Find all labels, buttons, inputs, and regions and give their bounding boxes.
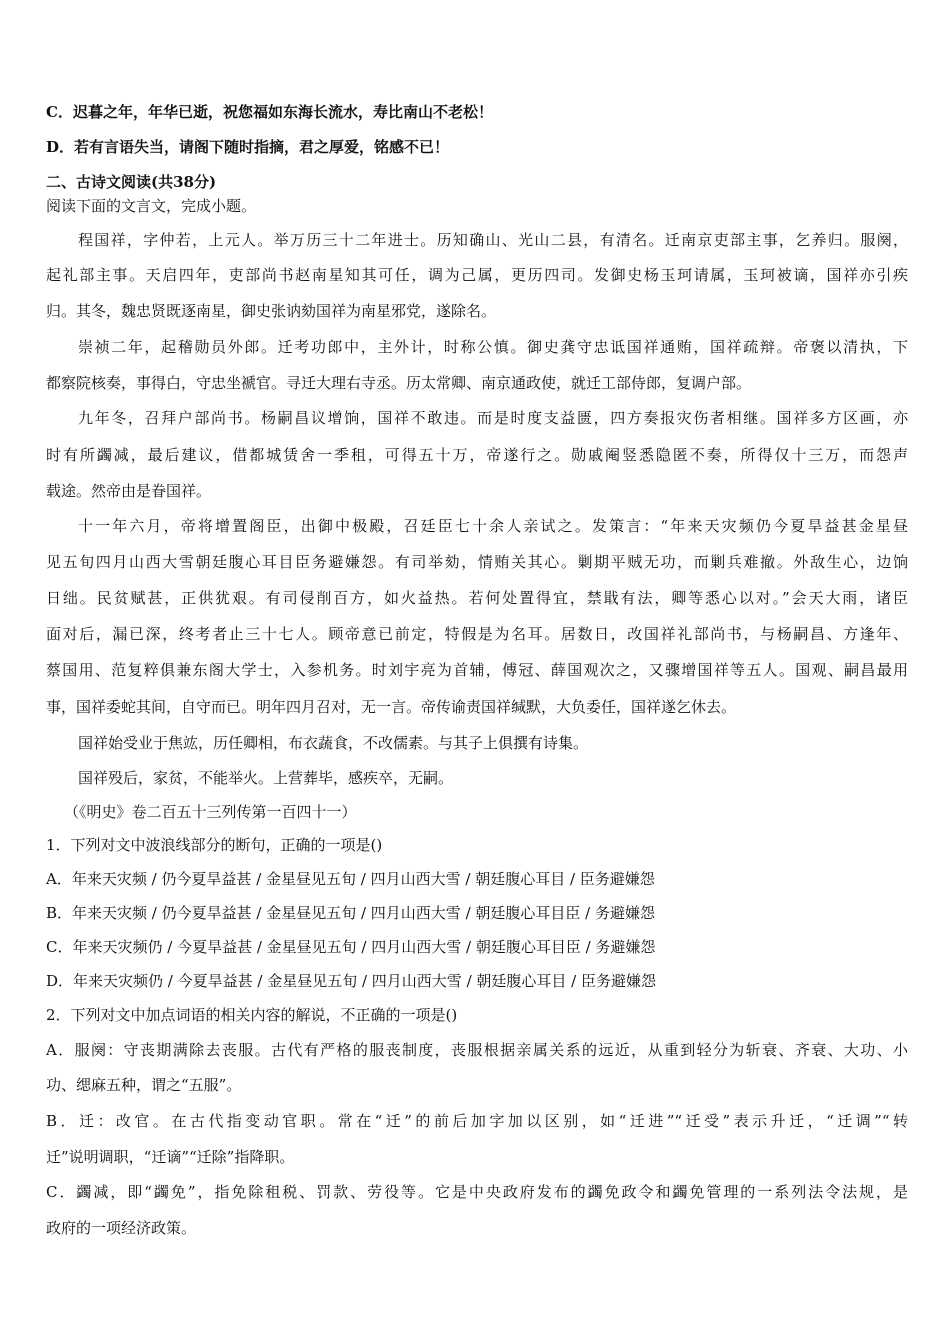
- passage-line: 九年冬，召拜户部尚书。杨嗣昌议增饷，国祥不敢违。而是时度支益匮，四方奏报灾伤者相继。国祥多方区画，亦: [78, 409, 908, 427]
- passage-line: 起礼部主事。天启四年，吏部尚书赵南星知其可任，调为己属，更历四司。发御史杨玉珂请属，玉珂被谪，国祥亦引疾: [46, 266, 908, 284]
- passage-line: 十一年六月，帝将增置阁臣，出御中极殿，召廷臣七十余人亲试之。发策言：“年来天灾频仍今夏旱益甚金星昼: [78, 517, 908, 535]
- passage-line: 时有所蠲减，最后建议，借都城赁舍一季租，可得五十万，帝遂行之。勋戚阉竖悉隐匿不奏，所得仅十三万，而怨声: [46, 446, 908, 464]
- passage-source: （《明史》卷二百五十三列传第一百四十一）: [64, 803, 357, 821]
- option-d-prev: D．若有言语失当，请阁下随时指摘，君之厚爱，铭感不已！: [46, 138, 450, 156]
- question-1-option-d: D．年来天灾频仍 / 今夏旱益甚 / 金星昼见五旬 / 四月山西大雪 / 朝廷腹心耳目 / 臣务避嫌怨: [46, 972, 656, 990]
- question-2-option-c: 政府的一项经济政策。: [46, 1219, 197, 1237]
- question-2-option-b: B．迁：改官。在古代指变动官职。常在“迁”的前后加字加以区别，如“迁进”“迁受”表示升迁，“迁调”“转: [46, 1112, 908, 1130]
- passage-line: 都察院核奏，事得白，守忠坐褫官。寻迁大理右寺丞。历太常卿、南京通政使，就迁工部侍郎，复调户部。: [46, 374, 752, 392]
- passage-line: 崇祯二年，起稽勋员外郎。迁考功郎中，主外计，时称公慎。御史龚守忠诋国祥通贿，国祥疏辩。帝褒以清执，下: [78, 338, 908, 356]
- question-1-option-b: B．年来天灾频 / 仍今夏旱益甚 / 金星昼见五旬 / 四月山西大雪 / 朝廷腹心耳目臣 / 务避嫌怨: [46, 904, 655, 922]
- question-2-option-b: 迁”说明调职，“迁谪”“迁除”指降职。: [46, 1148, 295, 1166]
- question-1-stem: 1．下列对文中波浪线部分的断句，正确的一项是(): [46, 836, 383, 854]
- option-c-prev: C．迟暮之年，年华已逝，祝您福如东海长流水，寿比南山不老松！: [46, 103, 493, 121]
- question-2-option-a: A．服阕：守丧期满除去丧服。古代有严格的服丧制度，丧服根据亲属关系的远近，从重到轻分为斩衰、齐衰、大功、小: [46, 1041, 908, 1059]
- passage-line: 蔡国用、范复粹俱兼东阁大学士，入参机务。时刘宇亮为首辅，傅冠、薛国观次之，又骤增国祥等五人。国观、嗣昌最用: [46, 661, 908, 679]
- passage-line: 事，国祥委蛇其间，自守而已。明年四月召对，无一言。帝传谕责国祥缄默，大负委任，国祥遂乞休去。: [46, 698, 737, 716]
- question-2-stem: 2．下列对文中加点词语的相关内容的解说，不正确的一项是(): [46, 1006, 458, 1024]
- question-2-option-c: C．蠲减，即“蠲免”，指免除租税、罚款、劳役等。它是中央政府发布的蠲免政令和蠲免管理的一系列法令法规，是: [46, 1183, 908, 1201]
- question-1-option-c: C．年来天灾频仍 / 今夏旱益甚 / 金星昼见五旬 / 四月山西大雪 / 朝廷腹心耳目臣 / 务避嫌怨: [46, 938, 656, 956]
- passage-line: 国祥殁后，家贫，不能举火。上营葬毕，感疾卒，无嗣。: [78, 769, 454, 787]
- question-2-option-a: 功、缌麻五种，谓之“五服”。: [46, 1076, 242, 1094]
- passage-line: 面对后，漏已深，终考者止三十七人。顾帝意已前定，特假是为名耳。居数日，改国祥礼部尚书，与杨嗣昌、方逢年、: [46, 625, 908, 643]
- passage-line: 国祥始受业于焦竑，历任卿相，布衣蔬食，不改儒素。与其子上俱撰有诗集。: [78, 734, 589, 752]
- passage-line: 程国祥，字仲若，上元人。举万历三十二年进士。历知确山、光山二县，有清名。迁南京吏部主事，乞养归。服阕，: [78, 231, 908, 249]
- question-1-option-a: A．年来天灾频 / 仍今夏旱益甚 / 金星昼见五旬 / 四月山西大雪 / 朝廷腹心耳目 / 臣务避嫌怨: [46, 870, 655, 888]
- instruction: 阅读下面的文言文，完成小题。: [46, 197, 257, 215]
- passage-line: 见五旬四月山西大雪朝廷腹心耳目臣务避嫌怨。有司举劾，情贿关其心。剿期平贼无功，而剿兵难撤。外敌生心，边饷: [46, 553, 908, 571]
- section-title: 二、古诗文阅读(共38分): [46, 173, 217, 191]
- passage-line: 载途。然帝由是眷国祥。: [46, 482, 212, 500]
- passage-line: 归。其冬，魏忠贤既逐南星，御史张讷劾国祥为南星邪党，遂除名。: [46, 302, 497, 320]
- passage-line: 日绌。民贫赋甚，正供犹艰。有司侵削百方，如火益热。若何处置得宜，禁戢有法，卿等悉心以对。”会天大雨，诸臣: [46, 589, 908, 607]
